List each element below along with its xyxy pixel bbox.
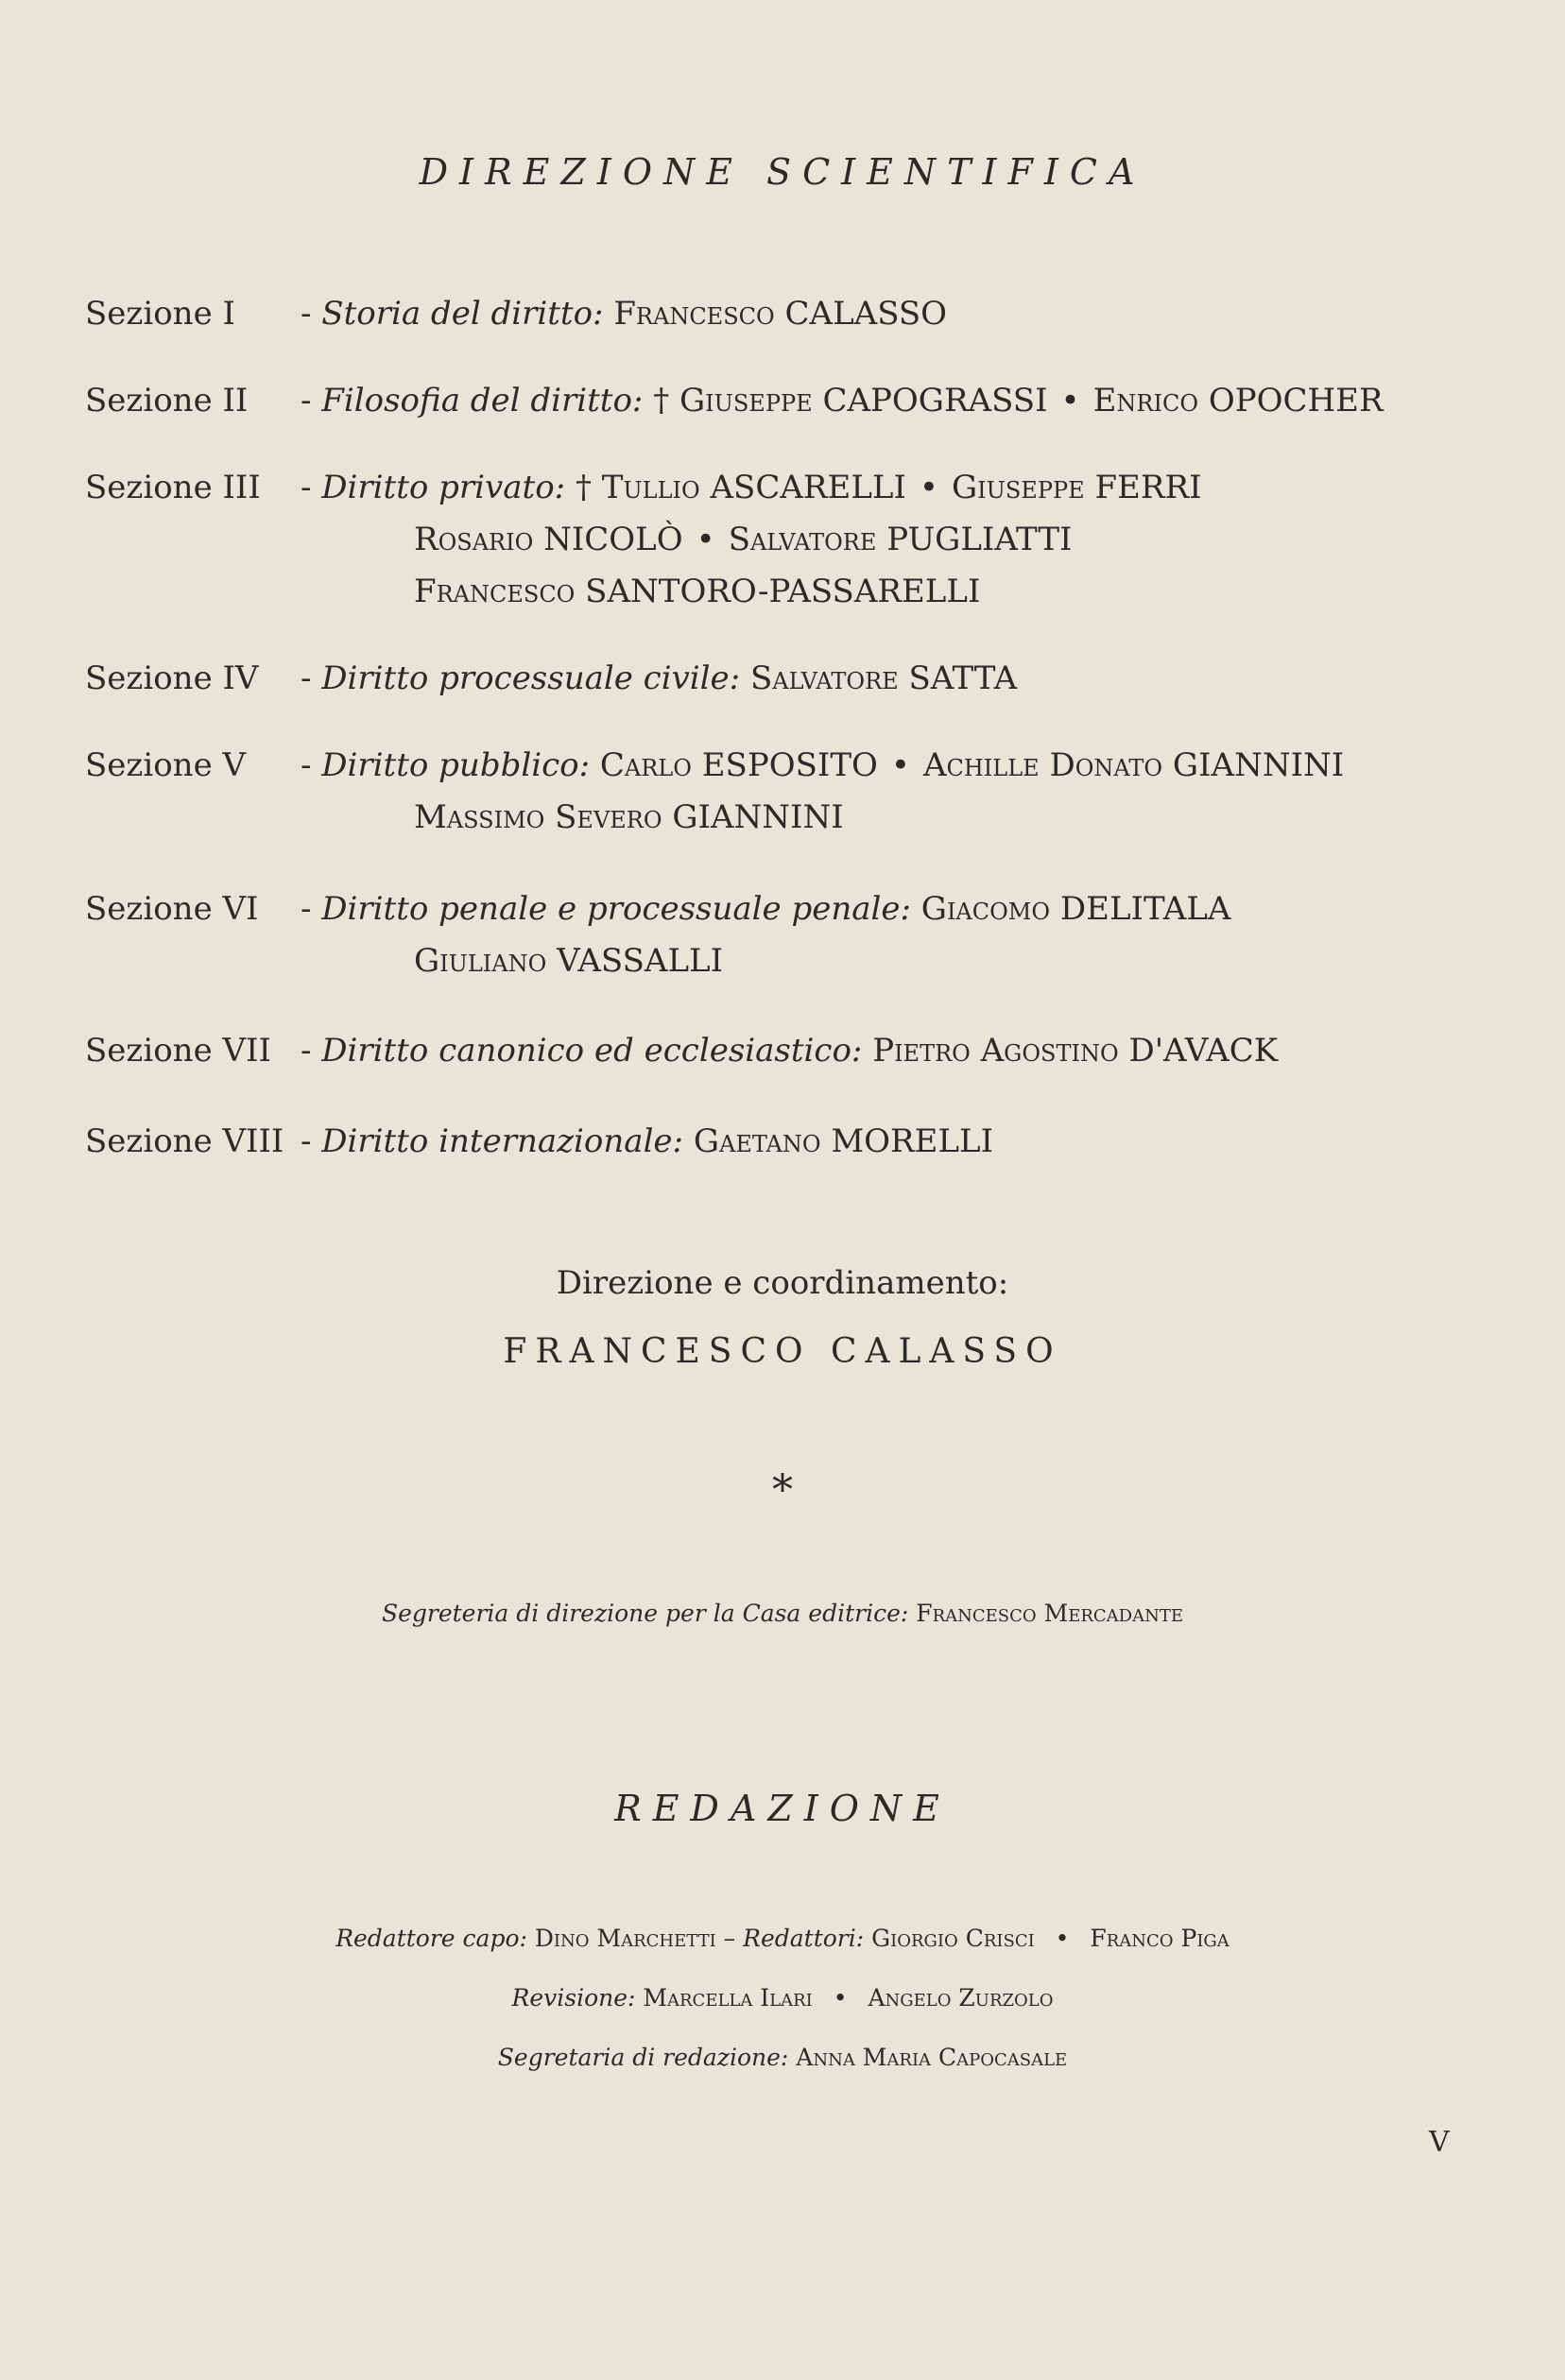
- direzione-label: Direzione e coordinamento:: [556, 1264, 1009, 1302]
- sezione-line: - Diritto canonico ed ecclesiastico: Pietro Agostino D'AVACK: [301, 1032, 1279, 1070]
- sezione-subject: Diritto penale e processuale penale:: [321, 890, 911, 928]
- sezione-subject: Diritto canonico ed ecclesiastico:: [321, 1032, 863, 1070]
- given-name: Tullio: [601, 469, 700, 506]
- sezione-line: - Storia del diritto: Francesco CALASSO: [301, 295, 948, 333]
- surname: D'AVACK: [1128, 1032, 1279, 1070]
- given-name: Giuseppe: [951, 469, 1085, 506]
- direzione-name: FRANCESCO CALASSO: [503, 1332, 1062, 1371]
- surname: SANTORO-PASSARELLI: [585, 573, 981, 610]
- surname: FERRI: [1094, 469, 1202, 506]
- redattore-capo-name: Dino Marchetti: [534, 1925, 716, 1952]
- sezione-line: - Filosofia del diritto: † Giuseppe CAPOGRASSI • Enrico OPOCHER: [301, 382, 1384, 419]
- given-name: Gaetano: [693, 1122, 821, 1160]
- sezione-label: Sezione III: [85, 469, 261, 506]
- sezione-label: Sezione I: [85, 295, 235, 333]
- sezione-line: - Diritto processuale civile: Salvatore SATTA: [301, 659, 1018, 697]
- sezione-subject: Diritto pubblico:: [321, 746, 591, 784]
- sezione-label: Sezione VIII: [85, 1122, 284, 1160]
- revisione-name: Angelo Zurzolo: [868, 1984, 1054, 2012]
- sezione-subject: Storia del diritto:: [321, 295, 604, 333]
- surname: VASSALLI: [557, 942, 724, 980]
- surname: MORELLI: [831, 1122, 994, 1160]
- page-number: V: [1429, 2126, 1450, 2159]
- surname: OPOCHER: [1208, 382, 1384, 419]
- sezione-label: Sezione VII: [85, 1032, 271, 1070]
- revisione-label: Revisione:: [511, 1984, 636, 2012]
- redattori-label: Redattori:: [743, 1925, 865, 1952]
- sezione-line: - Diritto pubblico: Carlo ESPOSITO • Achille Donato GIANNINI: [301, 746, 1345, 784]
- segreteria-name: Francesco Mercadante: [916, 1600, 1184, 1627]
- deceased-mark: †: [575, 469, 592, 506]
- segretaria-line: [0, 2044, 1565, 2071]
- surname: DELITALA: [1059, 890, 1231, 928]
- given-name: Francesco: [613, 295, 775, 333]
- given-name: Giuliano: [414, 942, 547, 980]
- sezione-line: [414, 573, 980, 610]
- revisione-line: Revisione: Marcella Ilari • Angelo Zurzolo: [511, 1984, 1054, 2012]
- given-name: Achille Donato: [922, 746, 1163, 784]
- given-name: Salvatore: [749, 659, 899, 697]
- sezione-line: [414, 798, 844, 836]
- sezione-subject: Filosofia del diritto:: [321, 382, 644, 419]
- sezione-line: - Diritto internazionale: Gaetano MORELLI: [301, 1122, 994, 1160]
- given-name: Rosario: [414, 521, 534, 558]
- surname: GIANNINI: [1172, 746, 1345, 784]
- dash: –: [723, 1925, 736, 1952]
- sezione-subject: Diritto internazionale:: [321, 1122, 684, 1160]
- deceased-mark: †: [653, 382, 670, 419]
- segretaria-label: Segretaria di redazione:: [497, 2044, 789, 2071]
- given-name: Pietro Agostino: [872, 1032, 1119, 1070]
- given-name: Enrico: [1092, 382, 1199, 419]
- revisione-name: Marcella Ilari: [643, 1984, 813, 2012]
- page-title: DIREZIONE SCIENTIFICA: [419, 151, 1146, 193]
- surname: ASCARELLI: [710, 469, 906, 506]
- surname: CALASSO: [784, 295, 948, 333]
- given-name: Carlo: [599, 746, 692, 784]
- surname: SATTA: [908, 659, 1018, 697]
- surname: PUGLIATTI: [886, 521, 1073, 558]
- sezione-subject: Diritto privato:: [321, 469, 566, 506]
- sezione-line: Rosario NICOLÒ • Salvatore PUGLIATTI: [414, 521, 1073, 558]
- sezione-label: Sezione VI: [85, 890, 259, 928]
- segreteria-label: Segreteria di direzione per la Casa editrice:: [381, 1600, 909, 1627]
- given-name: Massimo Severo: [414, 798, 662, 836]
- redattore-name: Franco Piga: [1090, 1925, 1230, 1952]
- sezione-label: Sezione IV: [85, 659, 259, 697]
- surname: CAPOGRASSI: [822, 382, 1048, 419]
- given-name: Giacomo: [920, 890, 1051, 928]
- surname: NICOLÒ: [543, 521, 683, 558]
- segreteria-line: [0, 1600, 1565, 1627]
- given-name: Giuseppe: [679, 382, 813, 419]
- sezione-label: Sezione II: [85, 382, 249, 419]
- sezione-line: - Diritto privato: † Tullio ASCARELLI • Giuseppe FERRI: [301, 469, 1202, 506]
- given-name: Francesco: [414, 573, 576, 610]
- sezione-line: - Diritto penale e processuale penale: Giacomo DELITALA: [301, 890, 1231, 928]
- redattore-capo-label: Redattore capo:: [335, 1925, 527, 1952]
- surname: GIANNINI: [672, 798, 844, 836]
- redazione-title: REDAZIONE: [614, 1788, 951, 1829]
- sezione-line: [414, 942, 723, 980]
- surname: ESPOSITO: [701, 746, 878, 784]
- segretaria-name: Anna Maria Capocasale: [796, 2044, 1068, 2071]
- redattore-name: Giorgio Crisci: [871, 1925, 1035, 1952]
- ornament-asterisk: *: [772, 1466, 793, 1515]
- given-name: Salvatore: [728, 521, 877, 558]
- sezione-label: Sezione V: [85, 746, 247, 784]
- sezione-subject: Diritto processuale civile:: [321, 659, 741, 697]
- redattore-line: Redattore capo: Dino Marchetti – Redattori: Giorgio Crisci • Franco Piga: [335, 1925, 1230, 1952]
